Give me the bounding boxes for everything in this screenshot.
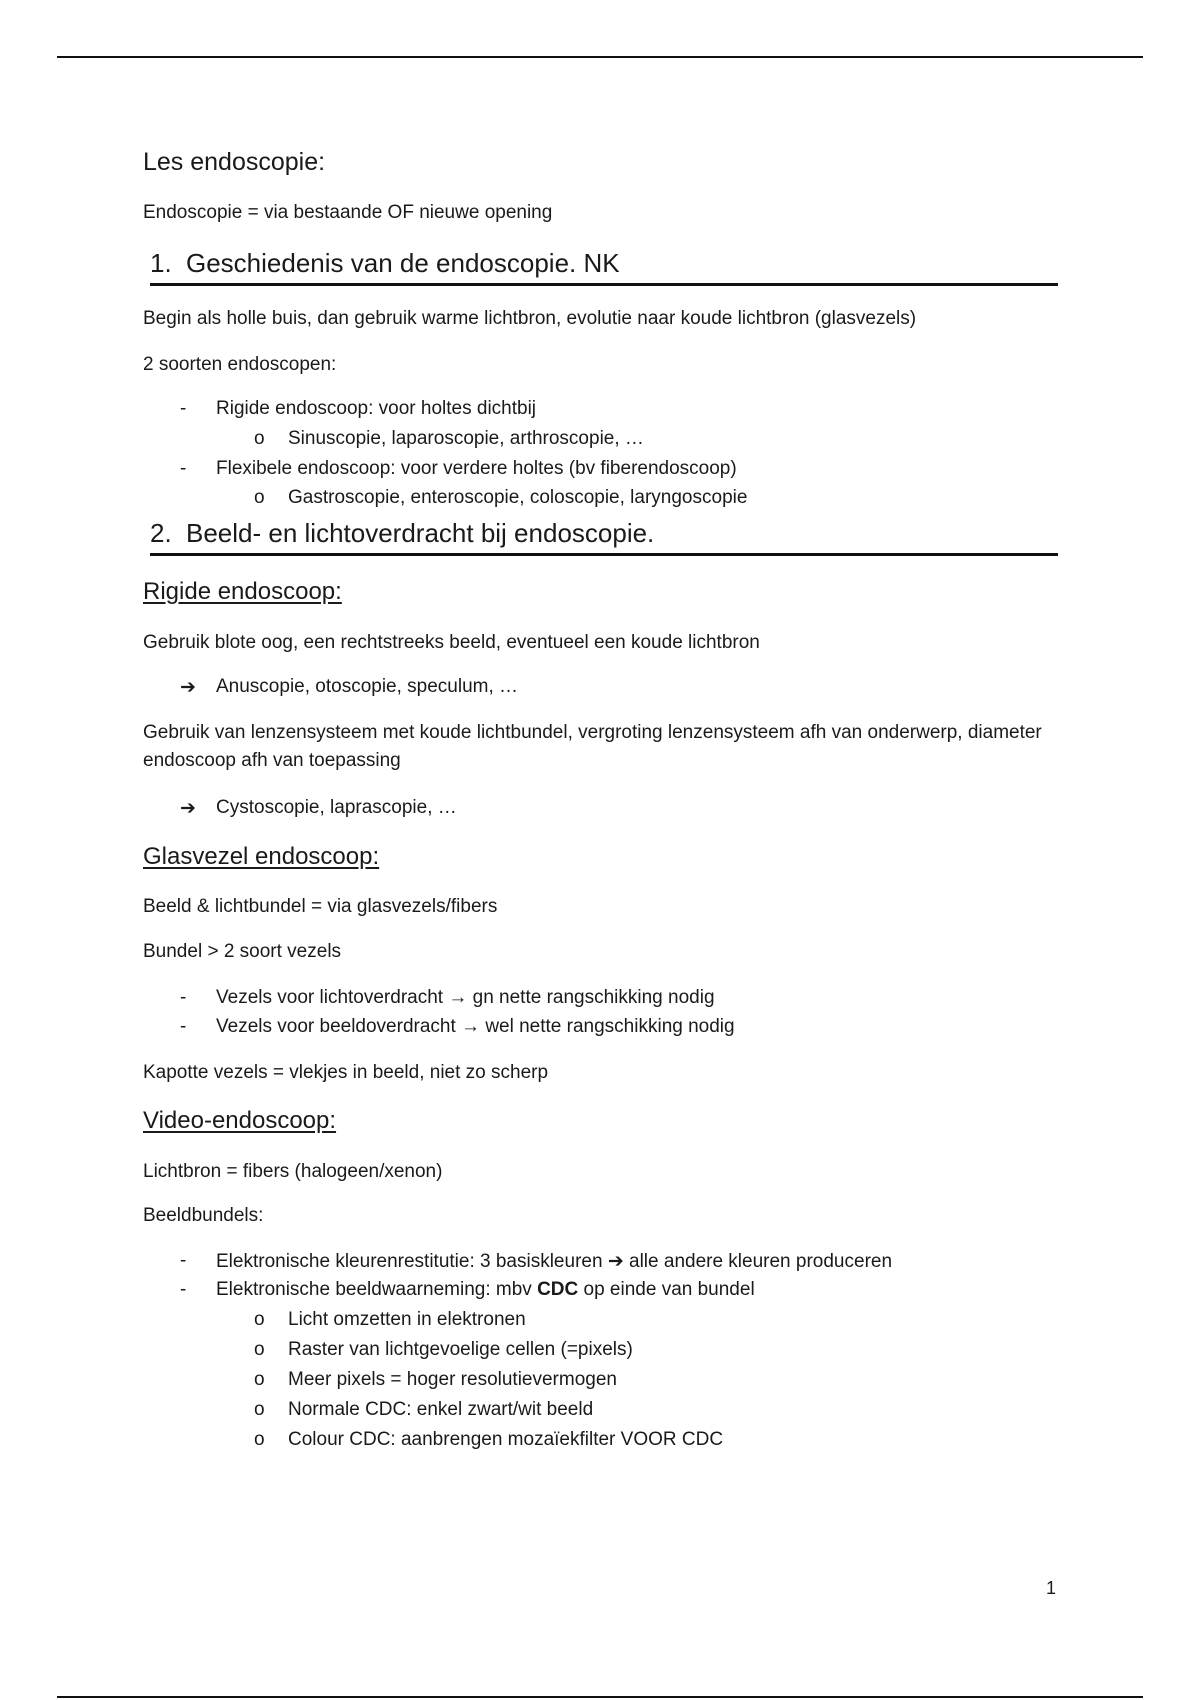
list-item-text-a: Vezels voor lichtoverdracht [216, 987, 444, 1008]
paragraph: Gebruik van lenzensysteem met koude lichtbundel, vergroting lenzensysteem afh van onderwerp, diameter endoscoop afh van toepassing [143, 722, 1042, 771]
circle-bullet: o [254, 428, 265, 449]
list-item-text [216, 1250, 892, 1273]
section-number: 2. [150, 518, 172, 548]
section-title: Geschiedenis van de endoscopie. NK [186, 248, 620, 278]
page-title: Les endoscopie: [143, 148, 326, 176]
list-item-text-b: op einde van bundel [583, 1279, 755, 1300]
header-rule [57, 56, 1143, 58]
sub-list-item-text: Normale CDC: enkel zwart/wit beeld [288, 1399, 594, 1420]
list-item-text: Flexibele endoscoop: voor verdere holtes (bv fiberendoscoop) [216, 458, 737, 479]
arrow-icon: ➔ [180, 798, 196, 819]
circle-bullet: o [254, 1429, 265, 1450]
dash-bullet: - [180, 1016, 187, 1037]
sub-list-item-text: Licht omzetten in elektronen [288, 1309, 526, 1330]
list-item-text: Rigide endoscoop: voor holtes dichtbij [216, 398, 537, 419]
section-heading-2 [150, 518, 1058, 556]
circle-bullet: o [254, 1369, 265, 1390]
list-item-text-b: wel nette rangschikking nodig [485, 1016, 735, 1037]
circle-bullet: o [254, 487, 265, 508]
arrow-icon: → [448, 987, 468, 1008]
list-item-text-b: alle andere kleuren produceren [629, 1251, 893, 1272]
list-item-text-a: Vezels voor beeldoverdracht [216, 1016, 456, 1037]
list-item-text-b: gn nette rangschikking nodig [472, 987, 715, 1008]
section-title: Beeld- en lichtoverdracht bij endoscopie. [186, 518, 655, 548]
paragraph: Lichtbron = fibers (halogeen/xenon) [143, 1161, 443, 1182]
sub-list-item-text: Colour CDC: aanbrengen mozaïekfilter VOOR CDC [288, 1429, 724, 1450]
intro-text: Endoscopie = via bestaande OF nieuwe opening [143, 202, 553, 223]
paragraph: Gebruik blote oog, een rechtstreeks beeld, eventueel een koude lichtbron [143, 632, 760, 653]
page-number: 1 [1046, 1578, 1057, 1598]
dash-bullet: - [180, 398, 187, 419]
subheading-rigid: Rigide endoscoop: [143, 578, 342, 605]
cdc-term: CDC [537, 1279, 579, 1300]
paragraph: Kapotte vezels = vlekjes in beeld, niet zo scherp [143, 1062, 549, 1083]
circle-bullet: o [254, 1399, 265, 1420]
section-heading-1 [150, 248, 1058, 286]
sub-list-item-text: Meer pixels = hoger resolutievermogen [288, 1369, 617, 1390]
footer-rule [57, 1696, 1143, 1698]
paragraph: Beeldbundels: [143, 1205, 264, 1226]
circle-bullet: o [254, 1309, 265, 1330]
list-item-text [216, 1016, 735, 1038]
sub-list-item-text: Gastroscopie, enteroscopie, coloscopie, laryngoscopie [288, 487, 748, 508]
list-item-text [216, 987, 715, 1009]
dash-bullet: - [180, 458, 187, 479]
paragraph: Begin als holle buis, dan gebruik warme lichtbron, evolutie naar koude lichtbron (glasvezels) [143, 308, 917, 329]
subheading-glass: Glasvezel endoscoop: [143, 843, 380, 870]
sub-list-item-text: Sinuscopie, laparoscopie, arthroscopie, … [288, 428, 644, 449]
paragraph: Bundel > 2 soort vezels [143, 941, 342, 962]
paragraph: 2 soorten endoscopen: [143, 354, 337, 375]
arrow-icon: ➔ [607, 1251, 624, 1272]
dash-bullet: - [180, 1250, 187, 1271]
circle-bullet: o [254, 1339, 265, 1360]
arrow-icon: ➔ [180, 677, 196, 698]
arrow-icon: → [461, 1016, 481, 1037]
list-item-text-a: Elektronische beeldwaarneming: mbv [216, 1279, 532, 1300]
dash-bullet: - [180, 1279, 187, 1300]
arrow-item-text: Cystoscopie, laprascopie, … [216, 797, 457, 818]
list-item-text-a: Elektronische kleurenrestitutie: 3 basiskleuren [216, 1251, 603, 1272]
sub-list-item-text: Raster van lichtgevoelige cellen (=pixels) [288, 1339, 633, 1360]
paragraph: Beeld & lichtbundel = via glasvezels/fibers [143, 896, 498, 917]
arrow-item-text: Anuscopie, otoscopie, speculum, … [216, 676, 519, 697]
subheading-video: Video-endoscoop: [143, 1107, 337, 1134]
list-item-text [216, 1279, 755, 1301]
dash-bullet: - [180, 987, 187, 1008]
section-number: 1. [150, 248, 172, 278]
